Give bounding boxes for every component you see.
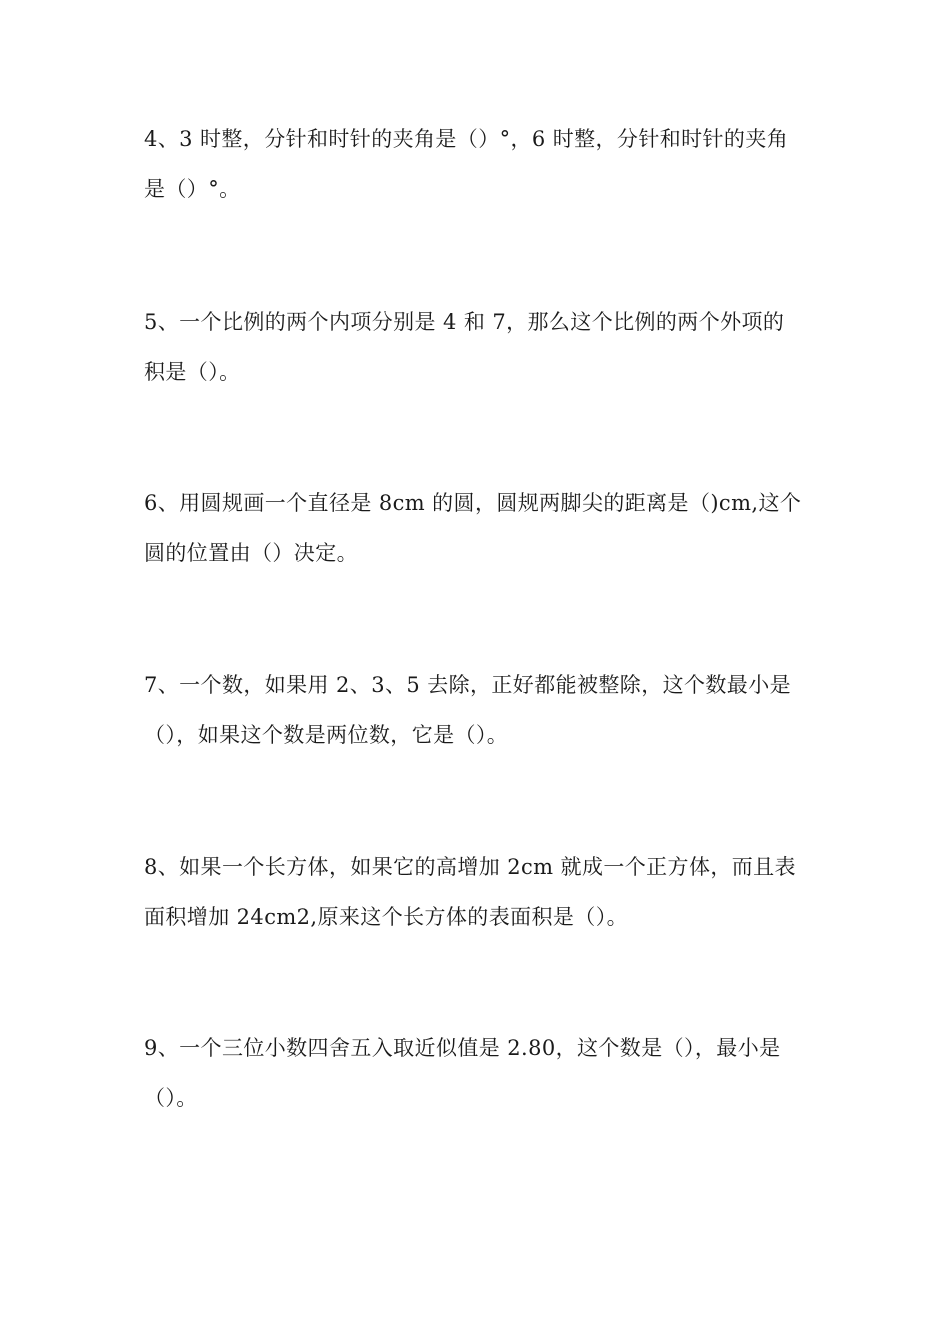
question-5-line-2: 积是（）。 xyxy=(144,360,241,384)
question-8 xyxy=(144,854,814,930)
question-9 xyxy=(144,1035,814,1111)
question-7-line-1: 7、一个数，如果用 2、3、5 去除，正好都能被整除，这个数最小是 xyxy=(144,673,791,697)
question-7 xyxy=(144,672,814,748)
question-9-line-1: 9、一个三位小数四舍五入取近似值是 2.80，这个数是（），最小是 xyxy=(144,1036,781,1060)
question-4-line-2: 是（）°。 xyxy=(144,177,241,201)
question-6 xyxy=(144,490,814,566)
question-4-line-1: 4、3 时整，分针和时针的夹角是（）°，6 时整，分针和时针的夹角 xyxy=(144,127,789,151)
question-8-line-1: 8、如果一个长方体，如果它的高增加 2cm 就成一个正方体，而且表 xyxy=(144,855,796,879)
question-8-line-2: 面积增加 24cm2,原来这个长方体的表面积是（）。 xyxy=(144,905,629,929)
question-5 xyxy=(144,309,814,385)
question-7-line-2: （），如果这个数是两位数，它是（）。 xyxy=(144,723,509,747)
question-5-line-1: 5、一个比例的两个内项分别是 4 和 7，那么这个比例的两个外项的 xyxy=(144,310,785,334)
question-9-line-2: （）。 xyxy=(144,1086,198,1110)
question-4 xyxy=(144,126,814,202)
question-6-line-1: 6、用圆规画一个直径是 8cm 的圆，圆规两脚尖的距离是（)cm,这个 xyxy=(144,491,802,515)
question-6-line-2: 圆的位置由（）决定。 xyxy=(144,541,358,565)
